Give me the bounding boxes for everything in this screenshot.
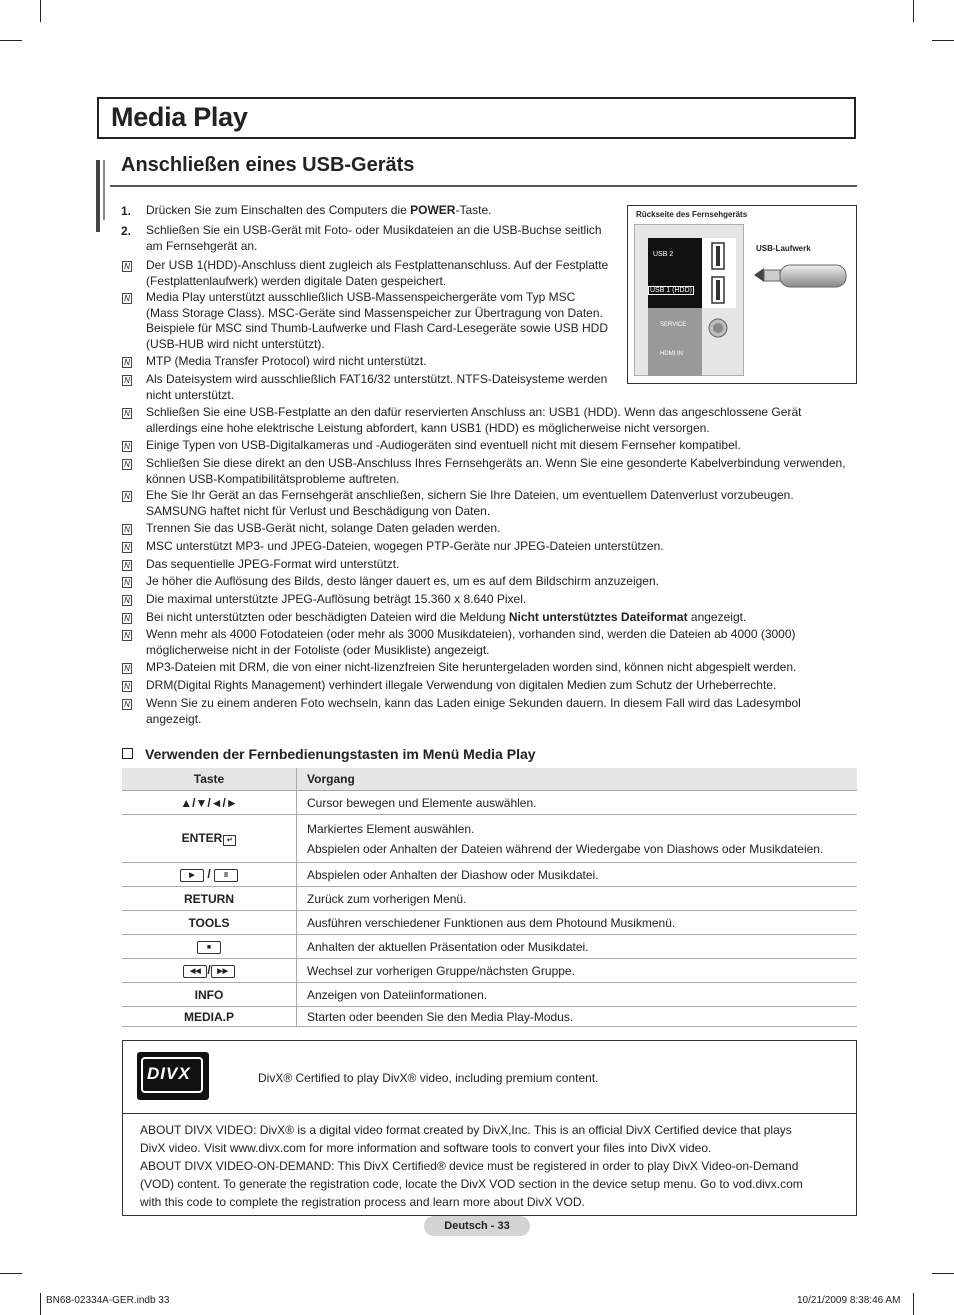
note-icon (122, 375, 132, 386)
note-icon (122, 408, 132, 419)
col-action-header: Vorgang (297, 768, 858, 791)
fast-forward-icon: ▶▶ (211, 965, 235, 978)
step-number: 1. (121, 204, 132, 218)
note-icon (122, 699, 132, 710)
note-icon (122, 663, 132, 674)
step-text: Drücken Sie zum Einschalten des Computers die POWER-Taste. (146, 203, 492, 217)
key-media-p: MEDIA.P (122, 1007, 297, 1027)
table-row (122, 863, 857, 887)
table-row (122, 887, 857, 911)
note-text: Das sequentielle JPEG-Format wird unterstützt. (146, 557, 400, 571)
divx-certified: DivX® Certified to play DivX® video, including premium content. (258, 1071, 599, 1085)
note-icon (122, 560, 132, 571)
section-title: Anschließen eines USB-Geräts (121, 154, 415, 176)
note-text: Ehe Sie Ihr Gerät an das Fernsehgerät anschließen, sichern Sie Ihre Dateien, um eventuellem Datenverlust vorzubeugen. SAMSUNG haftet nicht für Verlust und Beschädigung von Daten. (146, 488, 794, 518)
note-icon (122, 681, 132, 692)
note-icon (122, 595, 132, 606)
step-text: Schließen Sie ein USB-Gerät mit Foto- oder Musikdateien an die USB-Buchse seitlich am Fernsehgerät an. (146, 223, 602, 253)
action-text: Abspielen oder Anhalten der Dateien während der Wiedergabe von Diashows oder Musikdateien. (307, 841, 824, 856)
divx-about: ABOUT DIVX VIDEO: DivX® is a digital video format created by DivX,Inc. This is an official DivX Certified device that plays DivX video. Visit www.divx.com for more information and software tools to convert your files into DivX video. ABOUT DIVX VIDEO-ON-DEMAND: This DivX Certified® device must be registered in order to play DivX Video-on-Demand (VOD) content. To generate the registration code, locate the DivX VOD section in the device setup menu. Go to vod.divx.com with this code to complete the registration process and learn more about DivX VOD. (140, 1123, 803, 1209)
note-icon (122, 613, 132, 624)
enter-icon: ↵ (223, 835, 236, 846)
crop-mark (932, 1273, 954, 1274)
pause-icon: II (214, 869, 238, 882)
note-text: Je höher die Auflösung des Bilds, desto länger dauert es, um es auf dem Bildschirm anzuzeigen. (146, 574, 659, 588)
crop-mark (0, 40, 22, 41)
remote-keys-table (122, 768, 857, 1027)
note-icon (122, 524, 132, 535)
usb2-label: USB 2 (653, 251, 674, 258)
hdmi-label: HDMI IN (660, 351, 683, 357)
action-text: Anzeigen von Dateiinformationen. (297, 983, 858, 1007)
action-text: Markiertes Element auswählen. (307, 821, 475, 836)
crop-mark (932, 40, 954, 41)
service-label: SERVICE (660, 322, 687, 328)
note-icon (122, 441, 132, 452)
key-arrows: ▲/▼/◄/► (122, 791, 297, 815)
table-row (122, 959, 857, 983)
table-row (122, 815, 857, 863)
note-text: Einige Typen von USB-Digitalkameras und -Audiogeräten sind eventuell nicht mit diesem Fernseher kompatibel. (146, 438, 741, 452)
note-text: Bei nicht unterstützten oder beschädigten Dateien wird die Meldung Nicht unterstütztes Dateiformat angezeigt. (146, 610, 747, 624)
section-rule (110, 185, 857, 187)
note-text: Schließen Sie diese direkt an den USB-Anschluss Ihres Fernsehgeräts an. Wenn Sie eine gesonderte Kabelverbindung verwenden, können USB-Kompatibilitätsprobleme auftreten. (146, 456, 846, 486)
page-number: Deutsch - 33 (424, 1216, 530, 1236)
remote-heading: Verwenden der Fernbedienungstasten im Menü Media Play (145, 746, 536, 762)
note-text: MP3-Dateien mit DRM, die von einer nicht-lizenzfreien Site heruntergeladen worden sind, können nicht abgespielt werden. (146, 660, 797, 674)
note-text: Media Play unterstützt ausschließlich USB-Massenspeichergeräte vom Typ MSC (Mass Storage Class). MSC-Geräte sind Massenspeicher zur Übertragung von Daten. Beispiele für MSC sind Thumb-Laufwerke und Flash Card-Lesegeräte sowie USB HDD (USB-HUB wird nicht unterstützt). (146, 290, 608, 351)
action-text: Starten oder beenden Sie den Media Play-Modus. (297, 1007, 858, 1027)
tv-back-figure (627, 205, 857, 384)
table-row (122, 983, 857, 1007)
crop-mark (40, 0, 41, 22)
usb-drive-icon (752, 258, 852, 292)
page-title-box (97, 97, 856, 139)
table-row (122, 935, 857, 959)
note-text: Trennen Sie das USB-Gerät nicht, solange Daten geladen werden. (146, 521, 501, 535)
action-text: Cursor bewegen und Elemente auswählen. (297, 791, 858, 815)
crop-mark (40, 1293, 41, 1315)
checkbox-bullet-icon (122, 748, 133, 759)
footer-date: 10/21/2009 8:38:46 AM (797, 1295, 901, 1306)
note-icon (122, 491, 132, 502)
note-text: Als Dateisystem wird ausschließlich FAT16/32 unterstützt. NTFS-Dateisysteme werden nicht unterstützt. (146, 372, 608, 402)
action-text: Abspielen oder Anhalten der Diashow oder Musikdatei. (297, 863, 858, 887)
table-row (122, 1007, 857, 1027)
note-icon (122, 630, 132, 641)
note-text: Wenn mehr als 4000 Fotodateien (oder mehr als 3000 Musikdateien), vorhanden sind, werden die Dateien ab 4000 (3000) möglicherweise nicht in der Fotoliste (oder Musikliste) angezeigt. (146, 627, 796, 657)
table-row (122, 791, 857, 815)
note-text: Die maximal unterstützte JPEG-Auflösung beträgt 15.360 x 8.640 Pixel. (146, 592, 527, 606)
note-icon (122, 261, 132, 272)
crop-mark (0, 1273, 22, 1274)
note-icon (122, 293, 132, 304)
figure-caption: Rückseite des Fernsehgeräts (636, 210, 748, 219)
key-info: INFO (122, 983, 297, 1007)
note-icon (122, 542, 132, 553)
page-title: Media Play (111, 102, 248, 132)
key-return: RETURN (122, 887, 297, 911)
note-text: MSC unterstützt MP3- und JPEG-Dateien, wogegen PTP-Geräte nur JPEG-Dateien unterstützen. (146, 539, 664, 553)
tv-panel-illustration (634, 224, 744, 376)
action-text: Ausführen verschiedener Funktionen aus dem Photound Musikmenü. (297, 911, 858, 935)
stop-icon: ■ (197, 941, 221, 954)
action-text: Zurück zum vorherigen Menü. (297, 887, 858, 911)
note-text: DRM(Digital Rights Management) verhindert illegale Verwendung von digitalen Medien zum Schutz der Urheberrechte. (146, 678, 777, 692)
rewind-icon: ◀◀ (183, 965, 207, 978)
divx-logo: DIVX (137, 1052, 209, 1100)
note-icon (122, 459, 132, 470)
crop-mark (913, 0, 914, 22)
note-text: Schließen Sie eine USB-Festplatte an den dafür reservierten Anschluss an: USB1 (HDD). Wenn das angeschlossene Gerät allerdings eine hohe elektrische Leistung abfordert, kann USB1 (HDD) es möglicherweise nicht versorgen. (146, 405, 802, 435)
note-text: MTP (Media Transfer Protocol) wird nicht unterstützt. (146, 354, 427, 368)
note-icon (122, 577, 132, 588)
usb1-label: USB 1 (HDD) (650, 287, 693, 294)
footer-file: BN68-02334A-GER.indb 33 (46, 1295, 170, 1306)
note-text: Der USB 1(HDD)-Anschluss dient zugleich als Festplattenanschluss. Auf der Festplatte (Festplattenlaufwerk) werden digitale Daten gespeichert. (146, 258, 609, 288)
action-text: Anhalten der aktuellen Präsentation oder Musikdatei. (297, 935, 858, 959)
action-text: Wechsel zur vorherigen Gruppe/nächsten Gruppe. (297, 959, 858, 983)
divx-divider (122, 1113, 857, 1114)
crop-mark (913, 1293, 914, 1315)
key-tools: TOOLS (122, 911, 297, 935)
col-key-header: Taste (122, 768, 297, 791)
play-icon: ▶ (180, 869, 204, 882)
key-separator: / (207, 867, 211, 882)
usb-drive-label: USB-Laufwerk (756, 244, 811, 253)
step-number: 2. (121, 224, 132, 238)
table-row (122, 911, 857, 935)
note-text: Wenn Sie zu einem anderen Foto wechseln, kann das Laden einige Sekunden dauern. In diesem Fall wird das Ladesymbol angezeigt. (146, 696, 801, 726)
note-icon (122, 357, 132, 368)
key-separator: / (207, 963, 211, 978)
key-enter: ENTER (181, 831, 223, 845)
